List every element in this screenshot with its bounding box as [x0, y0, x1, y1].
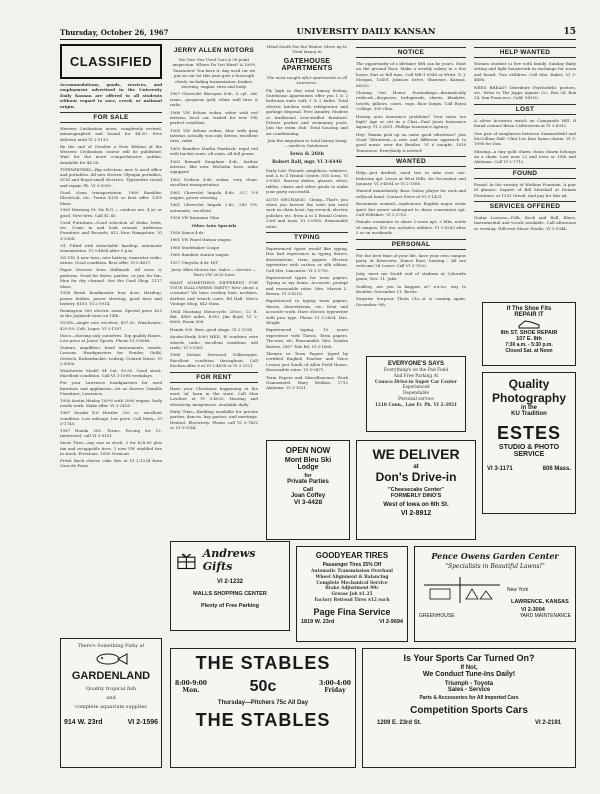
- motors-special: 1961 VW Panel station wagon: [170, 237, 231, 243]
- wanted-ad: Help—just drafted, need two to take over one-bedroom apt. Lease at West Hills, for December and January. VI 3-4084 or VI 2-1080.: [356, 170, 466, 187]
- stables-right: [319, 680, 351, 694]
- gatehouse-join: Join the migration to total luxury living—south to Gatehouse.: [267, 138, 347, 149]
- goodyear-ad: [296, 546, 408, 642]
- rent-ad: Party Time—Building available for private parties, dances, hay parties, and meetings. Heated. Electricity. Please call VI 3-7452 or VI 3-3144.: [170, 409, 258, 431]
- shoe-line4: 107 E. 8th: [516, 336, 542, 342]
- gardenland-ad: [60, 638, 162, 768]
- typing-ad: Themes or Term Papers typed by certified English Teacher and Voice Lesson just South of Allen Field House. Reasonable rates. VI 3-9471.: [266, 351, 348, 373]
- goodyear-item: Complete Mechanical Service: [316, 580, 388, 586]
- notice-ad: Hey! Wanna pick up on some good vibrations? Join Good Vibrations—a new and different approach to good music over the Beatles. VI 6 tonight, 1618 Tennessee. Everybody is invited!: [356, 131, 466, 153]
- motors-text: We Give Our Used Cars A 30-point inspection. Where Do You Want? A 100% Guarantee! You have it. Any used car we put on our lot this year gets a thorough check, including transmission, brakes, steering, engine, tires and body.: [172, 57, 256, 89]
- goodyear-phone: VI 2-9694: [379, 618, 403, 625]
- for-sale-ad: Guitars, amplifiers, band instruments, stands. Lessons. Headquarters for Fender, Guild, Gretsch, Rickenbacker, Ludwig. Central Music. VI 2-4006.: [60, 344, 162, 367]
- typing-ad: Experienced typing. 10 years experience with Thesis, Term papers, The-mes, etc. Reasonable. Mrs. Sondra Barlow, 2407 Tale Rd. VI 3-1668.: [266, 327, 348, 349]
- sports-line3: We Conduct Tune-Ins Daily!: [422, 671, 516, 678]
- motors-car: 1962 Chevrolet Impala 4-dr., 327, V-8 engine, power steering: [170, 189, 258, 200]
- deluxe-ad: 1966 Deluxe Norwood Volkswagen. Excellent condition throughout. Call Kochan after 6 at VI 2-4638 or VI 2-2521.: [170, 352, 258, 369]
- gatehouse-body: Fly high in that total luxury feeling. Gatehouse Apartments offer you 1 & 2 bedroom units with 1 & 2 baths. Total electric kitchen with refrigerator and garbage disposal. Free laundry. Modern or traditional over-stuffed furniture. Private parties and swimming pools. Join the swim club. Total housing and air conditioning.: [266, 87, 348, 136]
- gatehouse-title: GATEHOUSE APARTMENTS: [281, 57, 333, 72]
- for-sale-ad: GUNS—single vote revolver; $37.50. Winchester; $29.50. Colt; Luger. VI 3-1187.: [60, 320, 162, 331]
- goodyear-item: Factory Retread Tires $12 each: [314, 597, 390, 603]
- services-heading: SERVICES OFFERED: [474, 201, 576, 212]
- mont-bleu-line3: Lodge: [297, 464, 319, 471]
- stables-title-top: THE STABLES: [195, 653, 331, 673]
- motors-car: 1967 Chevrolet Biscayne 4-dr., 6 cyl., std. trans., gorgeous gold, white wall tires & radio: [170, 91, 258, 108]
- auto-ad: AUTO MECHANIC: Cheap—That's you when you borrow the tools you need such as chain hoist, lug wrench, electric polisher, etc. from A to Z Rental Center, 23rd and Iowa, VI 3-0585. Reasonable rates.: [266, 196, 348, 229]
- wanted-heading: WANTED: [356, 156, 466, 167]
- wanted-ad: Female roommate to share 2-room apt. 3 blks. north of campus. $55 mo. includes utilities. VI 2-8263 after 5 or on weekends.: [356, 219, 466, 236]
- sports-line5: Sales - Service: [447, 687, 491, 693]
- personal-ad: Jody, meet me South end of stadium at Colorado game, Nov. 11. Jake.: [356, 270, 466, 282]
- lost-ad: One pair of sunglasses between Summerfield and McCollum Hall. Clint Lee Kiss hymn charm. VI 3-1996 for Don.: [474, 130, 576, 147]
- gardenland-line1: Quality tropical fish: [85, 686, 137, 693]
- gardenland-address: 914 W. 23rd: [64, 718, 103, 726]
- garden-center-label2: YARD MAINTENANCE: [519, 613, 571, 619]
- found-heading: FOUND: [474, 168, 576, 179]
- goodyear-item: Brake Adjustment 99c: [325, 586, 379, 592]
- for-sale-heading: FOR SALE: [60, 112, 162, 123]
- estes-ad: [482, 372, 576, 514]
- header-page-number: 15: [563, 27, 576, 37]
- shoe-line5: 7:30 a.m. - 5:30 p.m.: [505, 342, 553, 348]
- estes-top3: in the: [521, 405, 537, 411]
- we-deliver-ad: [356, 440, 476, 540]
- goodyear-item: Wheel Alignment & Balancing: [315, 574, 389, 580]
- andrews-gifts-ad: [170, 541, 290, 631]
- estes-phone: VI 3-1171: [487, 466, 513, 472]
- andrews-gifts-parking: Plenty of Free Parking: [200, 603, 260, 609]
- everyone-l4: Experienced: [402, 385, 430, 391]
- typing-ad: Experienced in typing term papers, theses, dissertations, etc. Neat and accurate work. Have electric typewriter with pica type. Phone VI 3-2654, Mrs. Wright.: [266, 298, 348, 326]
- andrews-gifts-header: [176, 547, 284, 573]
- estes-name: ESTES: [496, 423, 562, 443]
- sports-address: 1209 E. 23rd St.: [377, 720, 422, 726]
- stables-price: 50c: [249, 678, 277, 695]
- gatehouse-top: Head South For the Winter. Move up to Total luxury in: [267, 44, 347, 55]
- for-sale-ad: TYPEWRITERS—Big selection, new & used office and portables. All new electric Olympia portables, SCM and Royal small electrics. Typewriter rental and repair. Ph. VI 3-5995.: [60, 166, 162, 188]
- garden-center-road: New York: [507, 587, 529, 593]
- we-deliver-line5: FORMERLY DINO'S: [390, 493, 442, 499]
- header-newspaper-name: UNIVERSITY DAILY KANSAN: [296, 27, 436, 37]
- header-date: Thursday, October 26, 1967: [60, 28, 169, 37]
- gatehouse-contact: Robert Ball, mgr. VI 3-6446: [272, 159, 342, 165]
- goodyear-sub2: Page Fina Service: [313, 606, 391, 617]
- for-sale-ad: Good clean transportation. 1960 Rambler. Electrical, etc. Terms $150 or best offer. 1300 Mass.: [60, 189, 162, 206]
- page-header: [60, 14, 576, 40]
- goodyear-subtitle: Passenger Tires 25% Off: [322, 562, 382, 568]
- wanted-ad: Wanted immediately. Bass Guitar player for rock and roll/soul band. Contact Steve at VI 3-1429.: [356, 188, 466, 199]
- motors-car: 1963 Dodson 4-dr. sedan, very clean, excellent transportation: [170, 176, 258, 188]
- motors-car: 1963 Rambler Marlin Fastback, regal red with bucket seats, all seats, all full power: [170, 145, 258, 157]
- garden-center-labels: [419, 613, 571, 619]
- for-sale-ad: 1958 Austin Healey 100-6 with 2000 engine, body needs work. Make offer. VI 3-2416.: [60, 397, 162, 409]
- stables-time2: 3:00-4:00: [319, 680, 351, 687]
- mont-bleu-line1: OPEN NOW: [285, 446, 331, 455]
- for-rent-heading: FOR RENT: [170, 372, 258, 383]
- mont-bleu-ad: [266, 440, 350, 540]
- goodyear-item: Automatic Transmission Overhaul: [311, 569, 393, 574]
- gardenland-name: GARDENLAND: [71, 670, 151, 683]
- everyone-l2: And Free Parking At: [393, 373, 439, 379]
- stables-title-bottom: THE STABLES: [195, 710, 331, 730]
- for-sale-ad: 1963 Mustang St. Sir R-Q — outdoor are. 4 yr. or good. New tires. Call $1.45.: [60, 207, 162, 218]
- estes-address: 806 Mass.: [542, 466, 571, 472]
- stables-row: [175, 678, 351, 696]
- shoe-line6: Closed Sat. at Noon: [505, 348, 553, 354]
- motors-title: JERRY ALLEN MOTORS: [173, 47, 255, 54]
- services-ad: Guitar Lessons—Folk, Rock and Roll, Blues, Instrumental and vocals available. Call afternoon or evening. Hillcrest Music Studio, VI 3-1944.: [474, 215, 576, 231]
- sports-phone: VI 2-2191: [534, 720, 561, 726]
- sports-line1: Is Your Sports Car Turned On?: [403, 653, 535, 663]
- goodyear-item: Grease Job $1.25: [331, 592, 373, 598]
- personal-ad: Godfrey, are you in baggies or? x-a-oo, way to Boulder, November 11. Bertie.: [356, 283, 466, 294]
- everyone-l6: Personal service: [398, 396, 434, 402]
- andrews-gifts-tagline: MALLS SHOPPING CENTER: [193, 591, 267, 597]
- stables-left: [175, 680, 207, 694]
- motors-address: Jerry Allen Motors Inc. Sales — Service — Parts VW 2020 Iowa: [171, 266, 257, 278]
- for-sale-list: [60, 126, 162, 596]
- stables-day2: Friday: [324, 687, 346, 694]
- motors-special: 1957 Chrysler 4-dr. H/T: [170, 259, 219, 265]
- gardenland-line3: complete aquarium supplies: [75, 703, 147, 710]
- halloween-ad: WANT SOMETHING DIFFERENT FOR YOUR HALLOWEEN PARTY? How about a costume? We have cowboy hats, neckties, derbies and trench coats. Ed Hall, Men's Vintage Shop, 843 Mass.: [170, 279, 258, 307]
- garden-center-ad: [414, 546, 576, 642]
- gardenland-line2: and: [106, 695, 116, 702]
- sports-contact: [367, 720, 571, 726]
- fish-icon: [94, 652, 128, 666]
- motors-car: 1963 Renault Dauphine 4-dr., leather interior, like new, Michelin tires, radio equipped: [170, 158, 258, 175]
- typing-heading: TYPING: [266, 232, 348, 243]
- sports-line6: Parts & Accessories for All Imported Cars: [419, 695, 519, 701]
- classified-title: CLASSIFIED: [60, 44, 162, 79]
- rent-ad: Have your Christmas happening at the most 'in' barn in the state. Call Max Lowther at VI 3-4020. Heating and electricity, inexpensive. Available daily.: [170, 385, 258, 407]
- estes-contact: [487, 466, 571, 472]
- help-ad: NEED BREAD? Distribute Psychedelic posters, etc. Write to The Joppe Aganec Co., Box 34, Box 24, San Francisco, Calif. 94100.: [474, 84, 576, 101]
- estes-top2: Photography: [492, 391, 566, 405]
- stables-promo: Thursday—Pitchers 75c All Day: [217, 700, 309, 706]
- sports-line2: If Not,: [460, 665, 478, 671]
- lost-ad: Missing—a tiny gold charm chain charm belongs on a chain. Lost near 22 and Iowa or 10th and Alabama. Call VI 2-7712.: [474, 148, 576, 165]
- motors-special: 1960 Rambler station wagon: [170, 252, 229, 258]
- found-ad: Found: In the vicinity of Watkins Fountain. A pair of glasses. Inquire of Bill Marshall at Dennis Furniture, at 1201 Oread. And pay for this ad.: [474, 181, 576, 198]
- austin-ad: Austin-Healy 3000 MKII, 'B' roadster, wire wheels, radio, excellent condition, will trade. VI 3-3361.: [170, 334, 258, 350]
- everyone-l1: Everything's on the Pad Field: [383, 368, 449, 373]
- for-sale-ad: Used Furniture—Good selection of desks, beds, etc. Come in and look around. Anderson Furniture and Records, 812 New Hampshire, VI 3-2004.: [60, 219, 162, 241]
- garden-center-phone: VI 2-3004: [521, 607, 545, 613]
- goodyear-contact: [301, 619, 403, 625]
- motors-special: 1960 Studebaker Coupe: [170, 244, 220, 250]
- estes-top1: Quality: [508, 377, 550, 391]
- for-sale-ad: Paper Dresses from Hallmark. All sizes & patterns. Good for dates, parties, or just for fun. Men for dry cleaned. See the Card Shop, 1117 Mass.: [60, 267, 162, 289]
- motors-special: 1958 Simca 4-dr: [170, 229, 204, 235]
- for-sale-ad: 1967 Suzuki X-6 Hustler 250 cc, excellent condition. Low mileage, low price. Call Mary—VI 3-1745.: [60, 410, 162, 426]
- andrews-gifts-phone: VI 2-1232: [216, 579, 244, 585]
- help-ad: Women student to live with family. Sunday Baby sitting and light housework in exchange for room and board. Two children. Call Mrs. Baker, VI 3-4886.: [474, 61, 576, 83]
- for-sale-ad: Remington 300 electric razor. Special price $25 at the Jayhawk store on 14th.: [60, 308, 162, 319]
- everyone-l3: Conoco Drive-in Super Car Center: [374, 379, 458, 385]
- for-sale-ad: 1967 Honda 305. Terms. Pricing for 12. Interested, call VI 3-9101.: [60, 427, 162, 439]
- garden-center-location: LAWRENCE, KANSAS: [511, 599, 569, 605]
- gardenland-phone: VI 2-1596: [127, 718, 158, 726]
- tree-icon: [466, 589, 478, 599]
- for-sale-ad: Winchester Model 94 Cal. 30-30. Good stock. Excellent condition. Call VI 3-1898 weekdays.: [60, 367, 162, 379]
- greenhouse-icon: [430, 589, 450, 599]
- mont-bleu-line6: Call: [302, 487, 314, 493]
- sports-line7: Competition Sports Cars: [410, 705, 528, 716]
- sports-line4: Triumph - Toyota: [444, 681, 494, 687]
- goodyear-address: 1819 W. 23rd: [301, 618, 335, 625]
- mont-bleu-line2: Mont Bleu Ski: [284, 457, 332, 464]
- lost-ad: A silver Accutron watch on Campanile Hill. If found contact Brian Cederstrom at VI 3-6992.: [474, 117, 576, 129]
- stables-day1: Mon.: [182, 687, 200, 694]
- goodyear-title: GOODYEAR TIRES: [315, 551, 389, 560]
- personal-ad: For the best time of your life, have your own campus party at Riverview. Dance floor, heating... All are welcome 'til Lower. Call VI 3-7620.: [356, 252, 466, 269]
- we-deliver-line6: West of Iowa on 6th St.: [383, 502, 449, 508]
- for-sale-ad: Western Civilization notes, completely revised, mimeographed and bound for $4.50. Free delivery until VI 2-9113.: [60, 125, 162, 142]
- mont-bleu-line5: Private Parties: [287, 479, 329, 485]
- we-deliver-line4: "Cheesecake Center": [388, 487, 444, 493]
- mont-bleu-phone: VI 3-4428: [293, 499, 323, 506]
- gardenland-contact: [64, 719, 158, 726]
- typing-ad: Experienced typist would like typing. Has had experience in typing theses, dissertations, term papers. Electric typewriter with carbon or silk ribbon. Call Mrs. Lancaster. VI 2-1795.: [266, 245, 348, 273]
- personal-heading: PERSONAL: [356, 239, 466, 250]
- help-wanted-heading: HELP WANTED: [474, 47, 576, 58]
- honda-ad: Honda 305. Best, good shape. VI 2-1334.: [170, 326, 254, 332]
- we-deliver-phone: VI 2-8912: [400, 510, 432, 517]
- for-sale-ad: For your Lawrence headquarters for used furniture and appliances—let us drawer. Gamble Furniture, Lawrence.: [60, 380, 162, 397]
- mont-bleu-line4: for: [304, 473, 312, 479]
- gardenland-tagline: There's Something Fishy at: [77, 644, 145, 649]
- for-sale-ad: Fresh Buck cheese cake this at VI 2-1234 from Casa de Pizza.: [60, 457, 162, 469]
- for-sale-ad: '61 T-Bird with detachable hardtop, automatic transmission. VI 3-4884 after 5 p.m.: [60, 242, 162, 254]
- mont-bleu-line7: Joan Coffey: [290, 493, 326, 499]
- for-sale-ad: Snow Tires—any size in stock. 2 for $28.60 plus tax and recappable tires. 1 new VW studded tire in stock. Firestone, 1000 Vermont.: [60, 440, 162, 456]
- andrews-gifts-name: Andrews Gifts: [202, 547, 256, 573]
- garden-center-title: Pence Owens Garden Center: [431, 551, 559, 561]
- shoe-icon: [517, 318, 541, 330]
- garden-center-tagline: "Specialists in Beautiful Lawns!": [445, 563, 545, 570]
- shoe-line3: 8th ST. SHOE REPAIR: [500, 330, 558, 336]
- motors-car: 1956 VW Karmann Ghia: [170, 215, 220, 221]
- we-deliver-line3: Don's Drive-in: [375, 470, 457, 484]
- shoe-repair-ad: [482, 302, 576, 366]
- sports-car-ad: [362, 648, 576, 768]
- everyone-l5: Dependable: [402, 391, 430, 397]
- estes-sub: STUDIO & PHOTO SERVICE: [498, 444, 560, 458]
- stables-time: 8:00-9:00: [175, 680, 207, 687]
- everyone-l7: 1218 Conn., Law Fr. Ph. VI 2-3921: [374, 402, 458, 408]
- mustang-ad: 1964 Mustang Motorcycle 250cc, 12 ft. flat. 4800 miles, $390. Jim Boyd, VI 2-6060, Room 308.: [170, 308, 258, 325]
- motors-other: Other Auto Specials: [191, 222, 237, 228]
- motors-car: 1966 VW deluxe sedan, white with red interior, local car, traded for new VW, perfect condition: [170, 109, 258, 126]
- for-sale-ad: By the end of October a New Edition of the Western Civilization course will be published. Wait for the more comprehensive outline. Available for $4.50.: [60, 143, 162, 165]
- gift-icon: [176, 549, 197, 571]
- notice-ad: The opportunity of a lifetime! $$$ can be yours. Start on the ground floor. Make a weekly salary in a few hours. Part or full time. Call MR-1-0546 or Write: O. J. Morgan, 10401 Johnson Drive, Shawnee, Kansas. 66203.: [356, 61, 466, 88]
- gatehouse-sub: The most sought after apartments in all Lawrence.: [266, 74, 348, 86]
- for-sale-ad: 1958 Buick Roadmaster four door, Hardtop, power brakes, power steering, good tires and battery. $150. VI 2-5914.: [60, 290, 162, 307]
- shoe-line2: REPAIR IT: [514, 312, 544, 318]
- typing-ad: Experienced typist for term papers. Typing at my home. Accurate, prompt and reasonable rates. Mrs. Marvin L. Brown, VI 3-8218.: [266, 274, 348, 297]
- typing-ad: Term Papers and Miscellaneous. Work Guaranteed. Mary Weilkes, 1712 Alabama. VI 3-1021.: [266, 374, 348, 391]
- notice-ad: Having auto insurance problems? Your rates too high? Age or cut us a Chat—Paul Jones Insurance Agency. VI 2-2851. Phillips Insurance Agency.: [356, 113, 466, 130]
- motors-car: 1965 VW deluxe sedan, blue with gray interior, actually was only driven, excellent tires, radio: [170, 127, 258, 144]
- for-sale-ad: Disco—shoving only ourselves. Top quality Hanes. Low price at Jones' Sports. Phone VI 3-6066.: [60, 332, 162, 344]
- wanted-ad: Roommate wanted—sophomore English major seeks quiet but aware undergrad to share convenient apt. Call Wiltshire. VI 2-2703.: [356, 201, 466, 217]
- garden-center-label1: GREENHOUSE: [419, 613, 455, 619]
- notice-heading: NOTICE: [356, 47, 466, 58]
- shoe-line1: If The Shoe Fits: [506, 306, 552, 312]
- we-deliver-line2: at: [413, 464, 419, 470]
- tree-icon: [480, 591, 492, 599]
- personal-ad: Surprise Surprise Theta Chi—it is coming again. December 9th.: [356, 296, 466, 307]
- lost-heading: LOST: [474, 104, 576, 115]
- gatehouse-address: Iowa & 26th: [289, 150, 325, 157]
- for-sale-ad: '65 VW, 4 new tires, new battery, transistor radio, extras. Good condition. Best offer. VI 3-4617.: [60, 255, 162, 266]
- everyone-ad: [366, 356, 466, 432]
- estes-top4: KU Tradition: [511, 411, 547, 417]
- classified-intro: Accommodations, goods, services, and employment advertised in the University Daily Kansan are offered to all students without regard to race, creed, or national origin.: [60, 82, 162, 109]
- notice-ad: Cloning Out Honor Furnishings—dramatically reduced—draperies, bedspreads, sheets, blankets, towels, pillows, cases, rugs, floor lamps. Call Royal College, 100 Ohio.: [356, 89, 466, 112]
- stables-ad: [170, 648, 356, 768]
- motors-car: 1961 Chevrolet Impala 2-dr., 283 V-8, automatic, excellent: [170, 202, 258, 213]
- party-ad: Party List: Friends, neighbors, relatives, and A to Z Rental Center, 816 Iowa. VI 3-0585. Borrow dishes, glasses, silver, tables, chairs and other goods to make your party successful.: [266, 167, 348, 195]
- everyone-title: EVERYONE'S SAYS: [387, 361, 444, 367]
- we-deliver-line1: WE DELIVER: [372, 446, 460, 462]
